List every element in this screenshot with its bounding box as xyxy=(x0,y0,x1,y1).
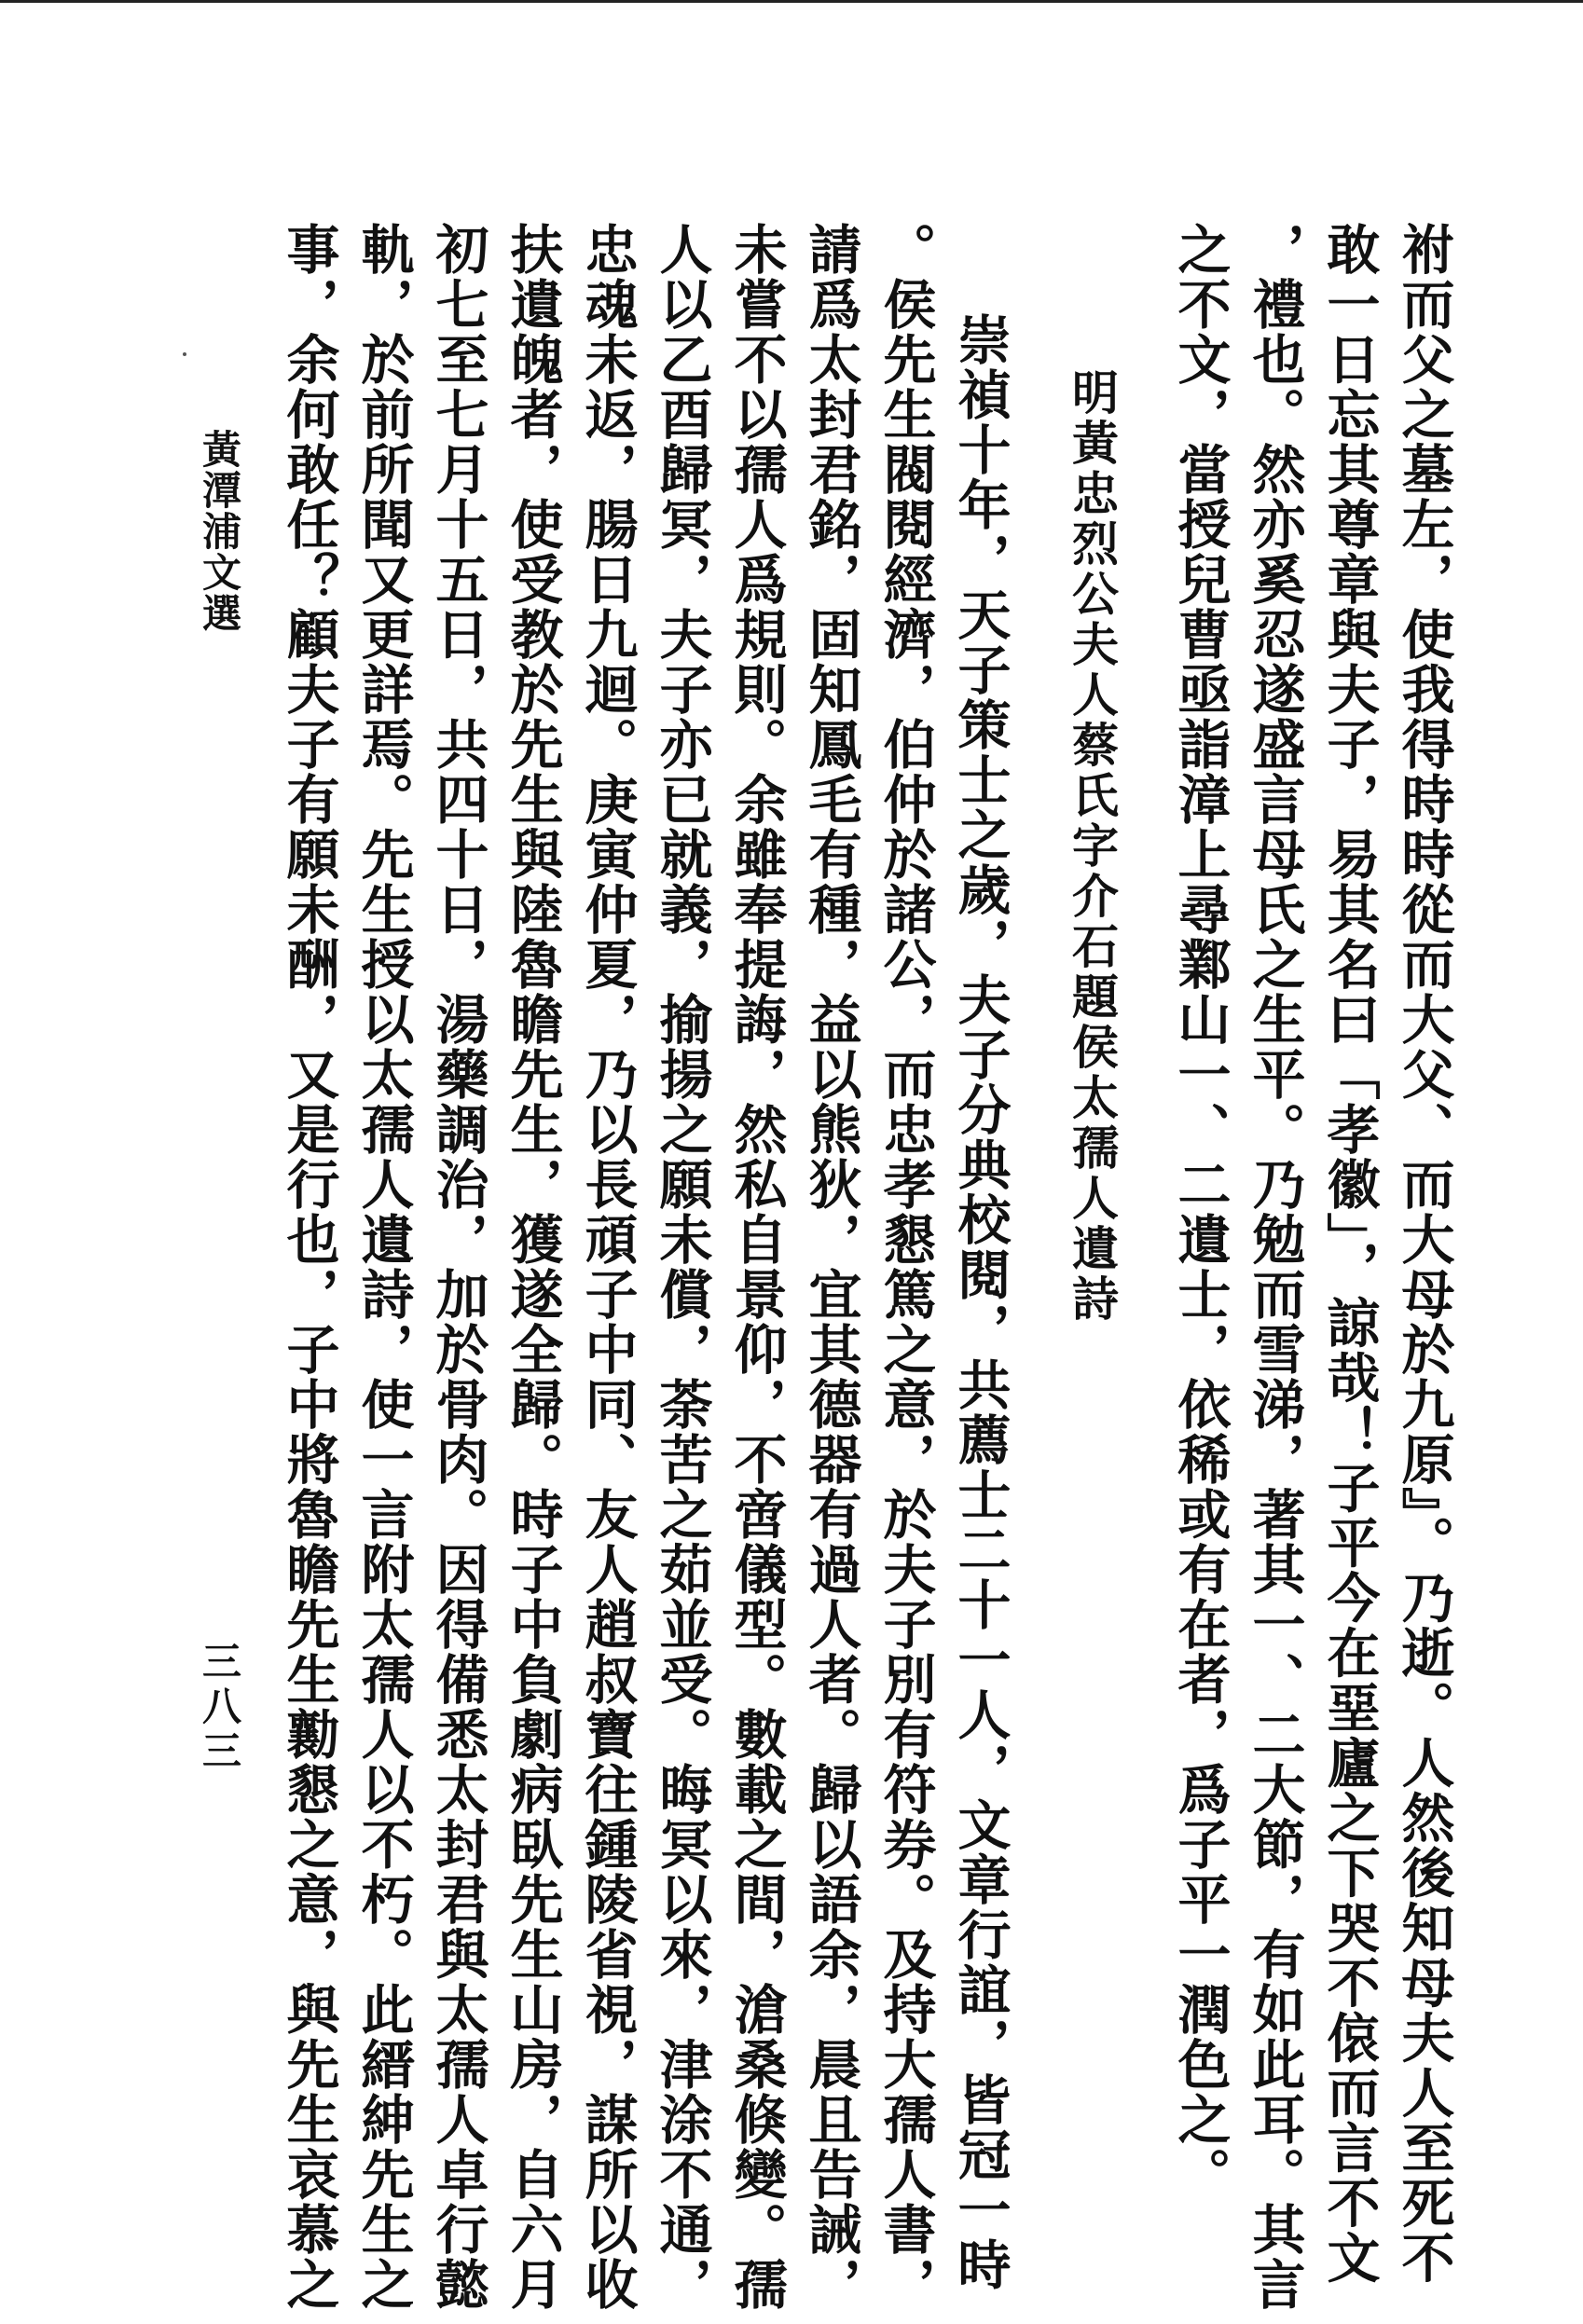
text-column: 。侯先生閥閱經濟，伯仲於諸公，而忠孝懇篤之意，於夫子別有符券。及持大孺人書， xyxy=(874,222,937,2312)
text-column: ，禮也。然亦奚忍遂盛言母氏之生平。乃勉而雪涕，著其一、二大節，有如此耳。其言 xyxy=(1244,222,1306,2312)
text-column: 人以乙酉歸冥，夫子亦已就義，揄揚之願未償，荼苦之茹並受。晦冥以來，津涂不通， xyxy=(651,222,713,2312)
text-column: 祔而父之墓左，使我得時時從而大父、而大母於九原』。乃逝。人然後知母夫人至死不 xyxy=(1393,222,1455,2286)
page-number: 三八三 xyxy=(197,1641,242,1775)
essay-title: 明黃忠烈公夫人蔡氏字介石題侯太孺人遺詩 xyxy=(1065,368,1120,1325)
text-column: 忠魂未返，腸日九迴。庚寅仲夏，乃以長頑子中同、友人趙叔寶往鍾陵省視，謀所以收 xyxy=(576,222,639,2312)
running-head: 黃潭浦文選 xyxy=(197,429,242,634)
text-column: 請爲太封君銘，固知鳳毛有種，益以熊狄，宜其德器有過人者。歸以語余，晨且告誡， xyxy=(800,222,862,2312)
scan-speck xyxy=(183,352,186,356)
text-column: 之不文，當授兒曹亟詣漳上尋鄴山一、二遺士，依稀或有在者，爲子平一潤色之。 xyxy=(1169,222,1232,2202)
text-column: 未嘗不以孺人爲規則。余雖奉提誨，然私自景仰，不啻儀型。數載之間，滄桑倏變。孺 xyxy=(725,222,788,2312)
top-border-line xyxy=(0,0,1583,3)
text-column: 事，余何敢任？顧夫子有願未酬，又是行也，子中將魯瞻先生勷懇之意，與先生哀慕之 xyxy=(278,222,340,2312)
text-column: 敢一日忘其尊章與夫子，易其名曰「孝徽」，諒哉！子平今在堊廬之下哭不偯而言不文 xyxy=(1318,222,1381,2286)
text-column: 扶遺魄者，使受教於先生與陸魯瞻先生，獲遂全歸。時子中負劇病臥先生山房，自六月 xyxy=(502,222,564,2312)
text-column: 軌，於前所聞又更詳焉。先生授以太孺人遺詩，使一言附太孺人以不朽。此縉紳先生之 xyxy=(352,222,415,2312)
text-column: 崇禎十年，天子策士之歲，夫子分典校閱，共薦士二十一人，文章行誼，皆冠一時 xyxy=(949,312,1012,2292)
text-column: 初七至七月十五日，共四十日，湯藥調治，加於骨肉。因得備悉太封君與太孺人卓行懿 xyxy=(427,222,489,2312)
